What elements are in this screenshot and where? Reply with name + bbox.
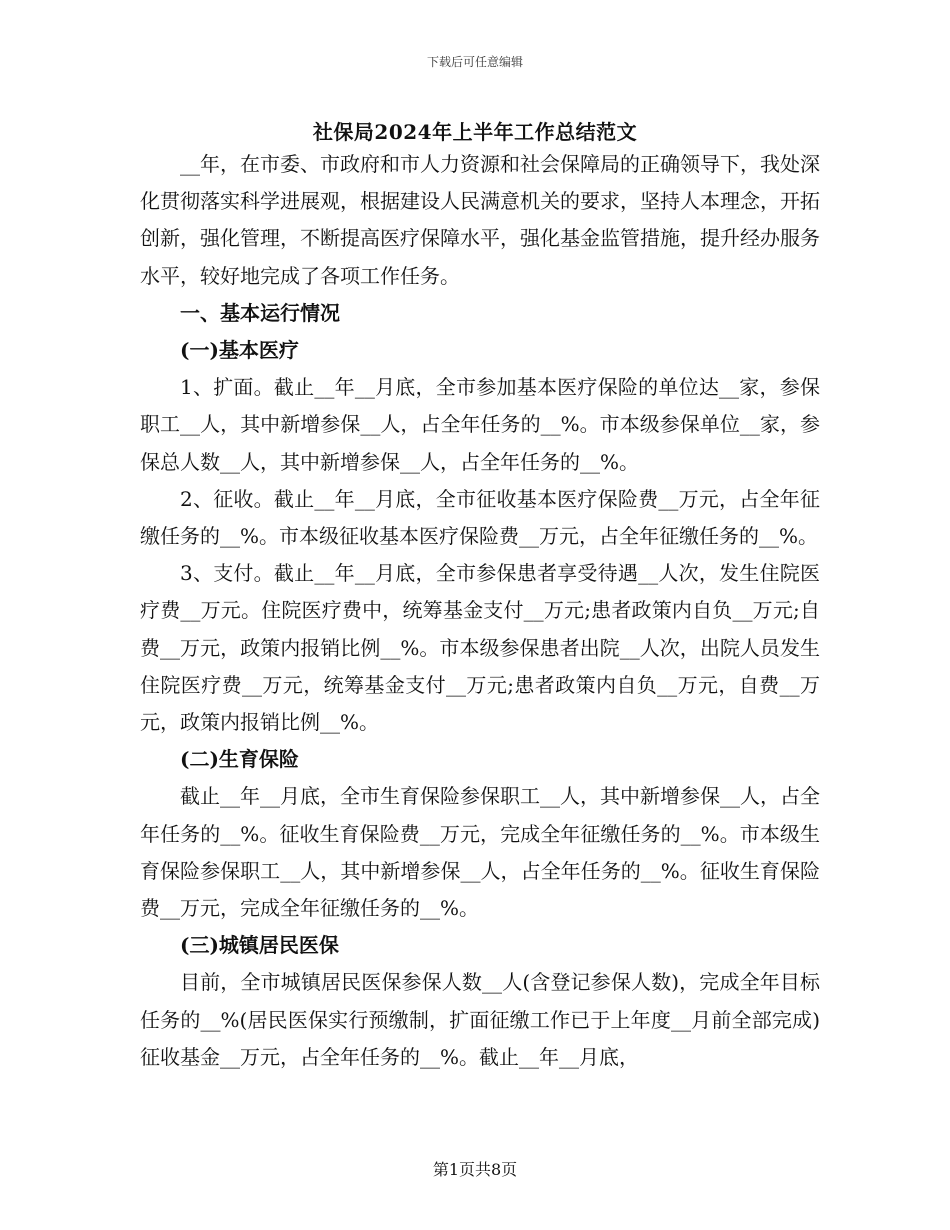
body-paragraph: 2、征收。截止__年__月底，全市征收基本医疗保险费__万元，占全年征缴任务的__%。市本级征收基本医疗保险费__万元，占全年征缴任务的__%。: [140, 486, 820, 549]
body-paragraph: 1、扩面。截止__年__月底，全市参加基本医疗保险的单位达__家，参保职工__人，其中新增参保__人，占全年任务的__%。市本级参保单位__家，参保总人数__人，其中新增参保__人，占全年任务的__%。: [140, 375, 820, 474]
page-footer: 第1页共8页: [432, 1160, 518, 1179]
body-paragraph: 目前，全市城镇居民医保参保人数__人(含登记参保人数)，完成全年目标任务的__%(居民医保实行预缴制，扩面征缴工作已于上年度__月前全部完成)征收基金__万元，占全年任务的__%。截止__年__月底，: [140, 970, 820, 1069]
document-title: 社保局2024年上半年工作总结范文: [312, 120, 638, 144]
section-heading: 一、基本运行情况: [180, 300, 340, 325]
intro-paragraph: __年，在市委、市政府和市人力资源和社会保障局的正确领导下，我处深化贯彻落实科学进展观，根据建设人民满意机关的要求，坚持人本理念，开拓创新，强化管理，不断提高医疗保障水平，强化基金监管措施，提升经办服务水平，较好地完成了各项工作任务。: [140, 152, 820, 288]
subsection-heading: (一)基本医疗: [180, 338, 299, 363]
subsection-heading: (二)生育保险: [180, 747, 299, 772]
body-paragraph: 3、支付。截止__年__月底，全市参保患者享受待遇__人次，发生住院医疗费__万元。住院医疗费中，统筹基金支付__万元;患者政策内自负__万元;自费__万元，政策内报销比例__%。市本级参保患者出院__人次，出院人员发生住院医疗费__万元，统筹基金支付__万元;患者政策内自负__万元，自费__万元，政策内报销比例__%。: [140, 561, 820, 735]
subsection-heading: (三)城镇居民医保: [180, 933, 339, 958]
document-body: [140, 146, 820, 1076]
header-note: 下载后可任意编辑: [426, 55, 523, 69]
body-paragraph: 截止__年__月底，全市生育保险参保职工__人，其中新增参保__人，占全年任务的__%。征收生育保险费__万元，完成全年征缴任务的__%。市本级生育保险参保职工__人，其中新增参保__人，占全年任务的__%。征收生育保险费__万元，完成全年征缴任务的__%。: [140, 784, 820, 921]
